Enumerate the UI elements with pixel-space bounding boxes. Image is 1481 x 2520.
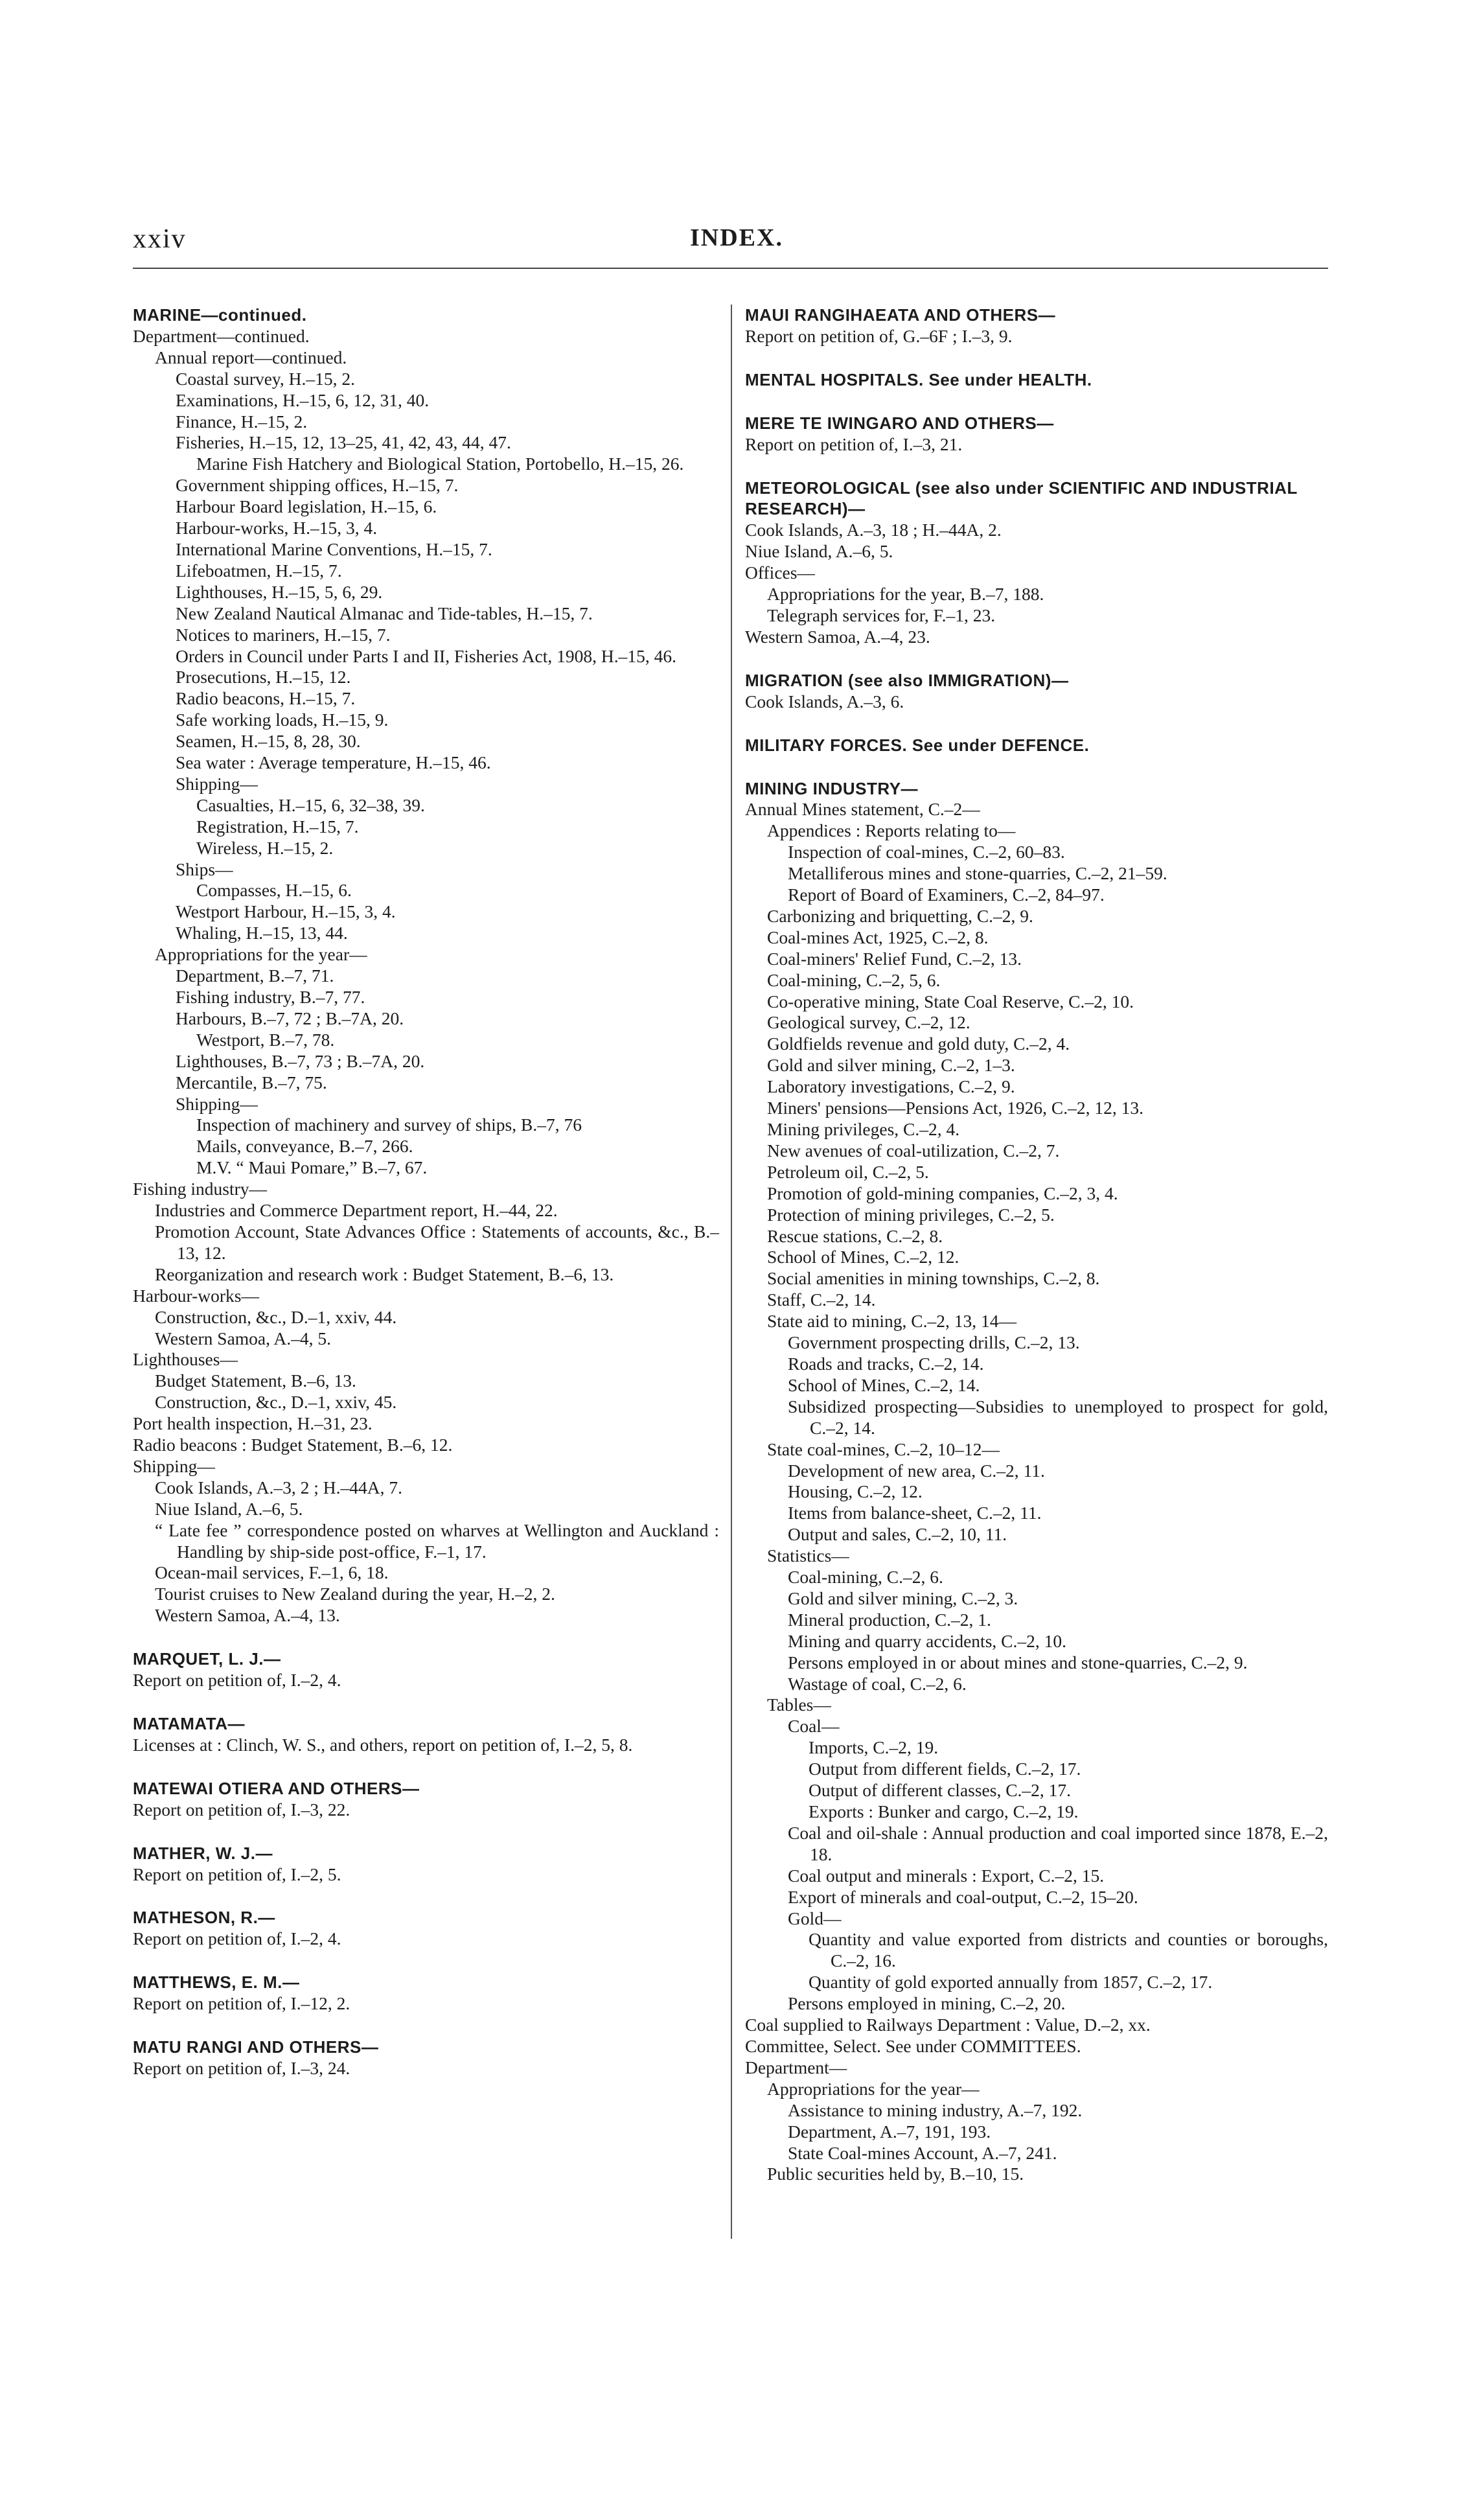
index-entry: Construction, &c., D.–1, xxiv, 44. [155,1306,397,1327]
index-heading: MERE TE IWINGARO AND OTHERS— [745,413,1054,433]
index-entry: Safe working loads, H.–15, 9. [176,710,389,730]
running-title: INDEX. [690,224,783,251]
index-entry: Tourist cruises to New Zealand during the year, H.–2, 2. [155,1584,555,1604]
index-heading: MINING INDUSTRY— [745,778,919,798]
index-entry: Mineral production, C.–2, 1. [788,1609,991,1630]
index-entry: Westport Harbour, H.–15, 3, 4. [176,901,396,922]
index-entry: Registration, H.–15, 7. [196,816,359,837]
index-entry: Niue Island, A.–6, 5. [745,541,893,562]
index-entry: M.V. “ Maui Pomare,” B.–7, 67. [196,1157,428,1178]
index-entry: Annual Mines statement, C.–2— [745,799,980,820]
index-entry: Coal-mines Act, 1925, C.–2, 8. [767,927,989,947]
index-entry: Cook Islands, A.–3, 6. [745,691,904,711]
index-entry: Harbour-works, H.–15, 3, 4. [176,518,378,538]
index-entry: Appendices : Reports relating to— [767,820,1016,841]
index-entry: Subsidized prospecting—Subsidies to unemployed to prospect for gold, C.–2, 14. [788,1396,1328,1438]
page-header [133,224,1328,262]
index-entry: Cook Islands, A.–3, 18 ; H.–44A, 2. [745,520,1002,540]
index-entry: State coal-mines, C.–2, 10–12— [767,1439,1000,1459]
index-entry: School of Mines, C.–2, 14. [788,1374,980,1395]
index-entry: Reorganization and research work : Budget Statement, B.–6, 13. [155,1264,614,1284]
index-entry: Government shipping offices, H.–15, 7. [176,475,459,496]
index-entry: Assistance to mining industry, A.–7, 192. [788,2099,1083,2120]
index-entry: Inspection of machinery and survey of ships, B.–7, 76 [196,1115,582,1135]
index-entry: Report on petition of, I.–2, 4. [133,1928,341,1949]
index-entry: Examinations, H.–15, 6, 12, 31, 40. [176,389,430,410]
index-entry: Gold and silver mining, C.–2, 1–3. [767,1055,1015,1076]
index-entry: Coastal survey, H.–15, 2. [176,368,356,389]
index-entry: Lighthouses— [133,1349,238,1370]
index-entry: Radio beacons, H.–15, 7. [176,688,356,709]
index-entry: School of Mines, C.–2, 12. [767,1247,959,1267]
index-entry: Report on petition of, I.–2, 5. [133,1864,341,1884]
index-entry: Social amenities in mining townships, C.–2, 8. [767,1268,1100,1289]
index-entry: Carbonizing and briquetting, C.–2, 9. [767,905,1033,926]
index-entry: Western Samoa, A.–4, 13. [155,1605,340,1626]
index-entry: Report of Board of Examiners, C.–2, 84–97. [788,884,1105,905]
index-heading: MATHER, W. J.— [133,1843,273,1863]
index-heading: MILITARY FORCES. See under DEFENCE. [745,735,1090,755]
index-entry: Metalliferous mines and stone-quarries, C.–2, 21–59. [788,863,1167,884]
index-entry: Licenses at : Clinch, W. S., and others, report on petition of, I.–2, 5, 8. [133,1734,633,1755]
index-entry: Lighthouses, B.–7, 73 ; B.–7A, 20. [176,1050,425,1071]
header-rule [133,268,1328,269]
index-entry: Shipping— [176,1093,258,1114]
index-entry: Marine Fish Hatchery and Biological Station, Portobello, H.–15, 26. [196,454,684,474]
index-entry: Radio beacons : Budget Statement, B.–6, 12. [133,1435,453,1455]
index-entry: Lifeboatmen, H.–15, 7. [176,560,342,581]
index-entry: Geological survey, C.–2, 12. [767,1012,970,1033]
index-entry: Output and sales, C.–2, 10, 11. [788,1524,1007,1545]
index-entry: Report on petition of, I.–3, 21. [745,433,963,454]
index-entry: Goldfields revenue and gold duty, C.–2, 4. [767,1034,1070,1054]
index-entry: State aid to mining, C.–2, 13, 14— [767,1311,1016,1332]
index-entry: Fishing industry, B.–7, 77. [176,987,365,1007]
index-entry: “ Late fee ” correspondence posted on wharves at Wellington and Auckland : Handling by ship-side post-office, F.–1, 17. [155,1520,719,1562]
index-entry: International Marine Conventions, H.–15, 7. [176,538,492,559]
index-entry: Mining privileges, C.–2, 4. [767,1119,960,1139]
index-entry: Department, A.–7, 191, 193. [788,2121,991,2142]
index-entry: Fishing industry— [133,1179,268,1199]
index-entry: Gold and silver mining, C.–2, 3. [788,1588,1018,1608]
index-entry: Industries and Commerce Department report, H.–44, 22. [155,1200,558,1221]
index-entry: Persons employed in mining, C.–2, 20. [788,1993,1066,2014]
index-entry: Appropriations for the year, B.–7, 188. [767,584,1044,605]
index-entry: Government prospecting drills, C.–2, 13. [788,1332,1080,1353]
index-entry: Statistics— [767,1545,849,1566]
index-heading: MENTAL HOSPITALS. See under HEALTH. [745,369,1092,389]
index-entry: Appropriations for the year— [155,944,367,965]
index-heading: MATEWAI OTIERA AND OTHERS— [133,1778,420,1798]
index-entry: Seamen, H.–15, 8, 28, 30. [176,731,361,752]
index-entry: Roads and tracks, C.–2, 14. [788,1353,984,1374]
index-entry: Laboratory investigations, C.–2, 9. [767,1076,1015,1097]
index-entry: New avenues of coal-utilization, C.–2, 7. [767,1140,1060,1161]
index-entry: Report on petition of, G.–6F ; I.–3, 9. [745,325,1013,346]
left-column [133,305,719,2079]
index-entry: Quantity of gold exported annually from 1857, C.–2, 17. [809,1972,1213,1993]
index-entry: Report on petition of, I.–2, 4. [133,1670,341,1691]
index-entry: Promotion Account, State Advances Office : Statements of accounts, &c., B.–13, 12. [155,1221,719,1263]
index-entry: Mails, conveyance, B.–7, 266. [196,1136,413,1157]
index-entry: Housing, C.–2, 12. [788,1481,923,1502]
index-entry: Telegraph services for, F.–1, 23. [767,605,996,625]
index-entry: Public securities held by, B.–10, 15. [767,2164,1024,2184]
index-entry: Gold— [788,1908,842,1928]
index-entry: Shipping— [133,1455,215,1476]
index-entry: State Coal-mines Account, A.–7, 241. [788,2142,1057,2163]
index-heading: MIGRATION (see also IMMIGRATION)— [745,670,1069,690]
index-entry: Annual report—continued. [155,347,347,367]
index-entry: Offices— [745,562,815,583]
index-entry: Persons employed in or about mines and stone-quarries, C.–2, 9. [788,1652,1248,1672]
index-entry: Quantity and value exported from districts and counties or boroughs, C.–2, 16. [809,1929,1328,1971]
index-entry: Western Samoa, A.–4, 23. [745,626,930,647]
index-entry: Petroleum oil, C.–2, 5. [767,1161,929,1182]
index-entry: Coal— [788,1716,840,1737]
index-heading: MATTHEWS, E. M.— [133,1972,300,1993]
index-entry: Tables— [767,1694,831,1715]
index-entry: Wireless, H.–15, 2. [196,837,334,858]
right-column [745,305,1328,2185]
index-entry: Staff, C.–2, 14. [767,1289,876,1310]
index-entry: Output from different fields, C.–2, 17. [809,1759,1081,1779]
index-entry: Harbour-works— [133,1285,259,1306]
index-entry: Wastage of coal, C.–2, 6. [788,1673,967,1694]
index-entry: Coal and oil-shale : Annual production and coal imported since 1878, E.–2, 18. [788,1822,1328,1864]
page-number: xxiv [133,224,187,254]
index-entry: Mercantile, B.–7, 75. [176,1072,327,1092]
index-entry: Coal output and minerals : Export, C.–2, 15. [788,1865,1105,1886]
index-entry: Western Samoa, A.–4, 5. [155,1328,331,1348]
index-entry: Inspection of coal-mines, C.–2, 60–83. [788,842,1065,862]
index-entry: Shipping— [176,773,258,794]
index-entry: Export of minerals and coal-output, C.–2, 15–20. [788,1886,1138,1907]
index-entry: Ocean-mail services, F.–1, 6, 18. [155,1562,389,1583]
index-entry: Finance, H.–15, 2. [176,411,308,432]
index-entry: Promotion of gold-mining companies, C.–2, 3, 4. [767,1183,1118,1203]
index-entry: Appropriations for the year— [767,2078,980,2099]
index-entry: Construction, &c., D.–1, xxiv, 45. [155,1392,397,1413]
index-heading: METEOROLOGICAL (see also under SCIENTIFIC AND INDUSTRIAL RESEARCH)— [745,478,1298,519]
index-entry: Harbours, B.–7, 72 ; B.–7A, 20. [176,1008,404,1028]
index-entry: Protection of mining privileges, C.–2, 5. [767,1204,1055,1225]
index-entry: Casualties, H.–15, 6, 32–38, 39. [196,794,425,815]
index-entry: Lighthouses, H.–15, 5, 6, 29. [176,581,383,602]
index-entry: Coal supplied to Railways Department : Value, D.–2, xx. [745,2015,1151,2035]
index-entry: Compasses, H.–15, 6. [196,880,352,901]
index-entry: Miners' pensions—Pensions Act, 1926, C.–2, 12, 13. [767,1098,1143,1118]
index-entry: Coal-miners' Relief Fund, C.–2, 13. [767,948,1022,969]
index-entry: Orders in Council under Parts I and II, Fisheries Act, 1908, H.–15, 46. [176,645,676,666]
index-heading: MAUI RANGIHAEATA AND OTHERS— [745,305,1056,325]
index-entry: Coal-mining, C.–2, 5, 6. [767,969,941,990]
index-heading: MATHESON, R.— [133,1908,275,1928]
index-heading: MARQUET, L. J.— [133,1649,281,1669]
index-entry: Notices to mariners, H.–15, 7. [176,624,391,645]
index-entry: Department, B.–7, 71. [176,965,334,986]
index-entry: Fisheries, H.–15, 12, 13–25, 41, 42, 43, 44, 47. [176,432,511,453]
index-entry: New Zealand Nautical Almanac and Tide-tables, H.–15, 7. [176,603,593,623]
index-entry: Department—continued. [133,325,310,346]
index-entry: Co-operative mining, State Coal Reserve, C.–2, 10. [767,991,1134,1011]
index-entry: Port health inspection, H.–31, 23. [133,1413,373,1434]
index-entry: Exports : Bunker and cargo, C.–2, 19. [809,1801,1079,1821]
index-entry: Report on petition of, I.–3, 24. [133,2057,350,2078]
index-entry: Report on petition of, I.–12, 2. [133,1993,350,2014]
index-entry: Output of different classes, C.–2, 17. [809,1780,1072,1801]
index-entry: Coal-mining, C.–2, 6. [788,1567,943,1588]
index-entry: Westport, B.–7, 78. [196,1029,335,1050]
index-entry: Prosecutions, H.–15, 12. [176,667,351,688]
index-entry: Department— [745,2057,847,2077]
index-entry: Imports, C.–2, 19. [809,1737,939,1758]
index-entry: Items from balance-sheet, C.–2, 11. [788,1503,1042,1523]
index-heading: MARINE—continued. [133,305,307,325]
index-entry: Sea water : Average temperature, H.–15, 46. [176,752,491,773]
index-entry: Harbour Board legislation, H.–15, 6. [176,496,437,517]
index-entry: Development of new area, C.–2, 11. [788,1460,1045,1481]
index-entry: Committee, Select. See under COMMITTEES. [745,2035,1081,2056]
index-heading: MATU RANGI AND OTHERS— [133,2037,379,2057]
index-entry: Cook Islands, A.–3, 2 ; H.–44A, 7. [155,1477,402,1497]
index-heading: MATAMATA— [133,1714,245,1733]
index-entry: Mining and quarry accidents, C.–2, 10. [788,1630,1066,1651]
index-entry: Niue Island, A.–6, 5. [155,1498,303,1519]
index-entry: Whaling, H.–15, 13, 44. [176,923,348,943]
column-divider [731,305,732,2239]
index-entry: Ships— [176,859,233,879]
index-entry: Report on petition of, I.–3, 22. [133,1799,350,1820]
index-entry: Budget Statement, B.–6, 13. [155,1370,356,1391]
index-entry: Rescue stations, C.–2, 8. [767,1225,943,1246]
